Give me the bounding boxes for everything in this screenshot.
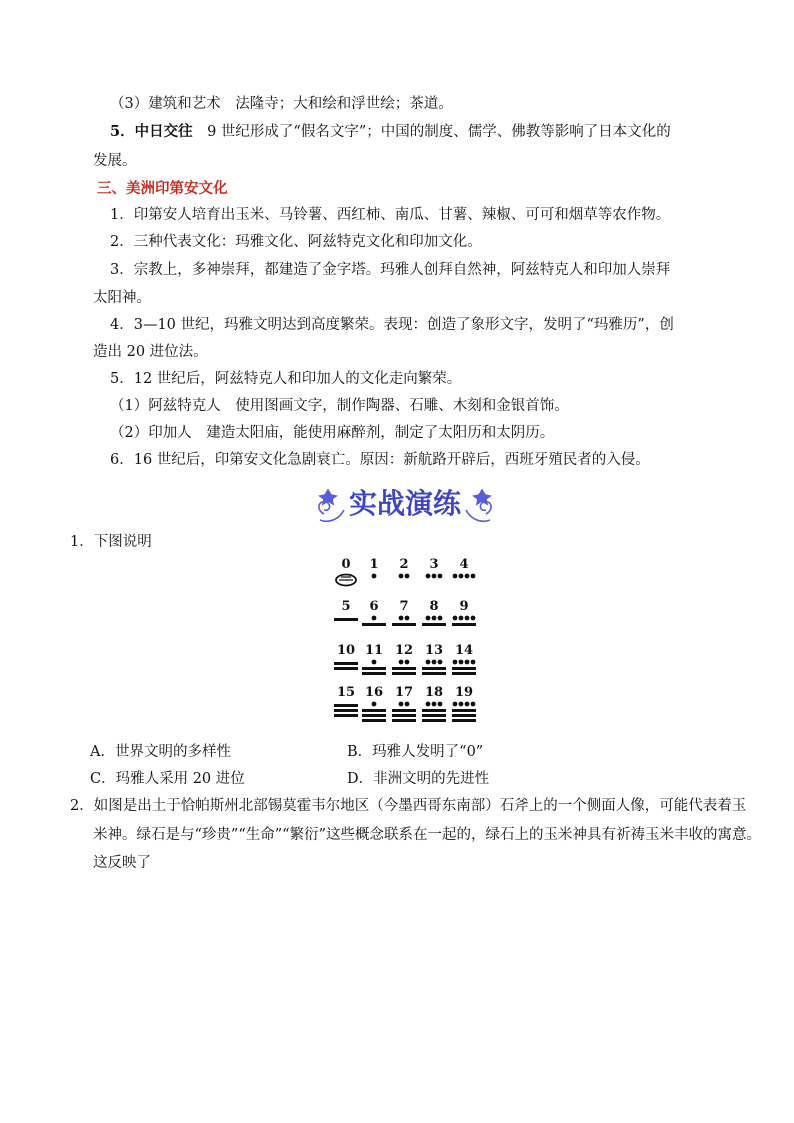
paragraph-decline: 6．16 世纪后，印第安文化急剧衰亡。原因：新航路开辟后，西班牙殖民者的入侵。 bbox=[110, 452, 650, 468]
question-1-stem: 1．下图说明 bbox=[70, 534, 152, 550]
maya-glyph bbox=[336, 575, 356, 586]
maya-glyph bbox=[362, 702, 386, 722]
maya-number-label: 10 bbox=[336, 643, 356, 658]
item-sino-japanese-exchange bbox=[110, 122, 671, 142]
maya-glyph bbox=[392, 660, 416, 675]
maya-glyph bbox=[362, 616, 386, 626]
maya-number-label: 16 bbox=[364, 685, 384, 700]
maya-number-label: 15 bbox=[336, 685, 356, 700]
maya-number-label: 5 bbox=[341, 599, 351, 614]
paragraph-aztec: （1）阿兹特克人 使用图画文字，制作陶器、石雕、木刻和金银首饰。 bbox=[110, 398, 569, 414]
question-2-line-2: 米神。绿石是与“珍贵”“生命”“繁衍”这些概念联系在一起的，绿石上的玉米神具有祈祷玉米丰收的寓意。 bbox=[93, 827, 761, 843]
maya-glyph bbox=[362, 660, 386, 675]
item-continuation: 发展。 bbox=[93, 153, 137, 169]
maya-number-label: 13 bbox=[424, 643, 444, 658]
maya-number-label: 3 bbox=[429, 557, 439, 572]
maya-number-label: 6 bbox=[369, 599, 379, 614]
question-2-line-3: 这反映了 bbox=[93, 855, 151, 871]
option-a[interactable]: A．世界文明的多样性 bbox=[90, 744, 231, 760]
maya-number-label: 4 bbox=[459, 557, 469, 572]
maya-glyph bbox=[372, 574, 377, 579]
maya-number-label: 11 bbox=[364, 643, 384, 658]
maya-glyph bbox=[422, 702, 446, 722]
option-d[interactable]: D．非洲文明的先进性 bbox=[347, 771, 490, 787]
maya-glyph bbox=[422, 616, 446, 626]
maya-glyph bbox=[452, 702, 476, 722]
maya-number-label: 2 bbox=[399, 557, 409, 572]
item-architecture-art: （3）建筑和艺术 法隆寺；大和绘和浮世绘；茶道。 bbox=[110, 96, 453, 112]
item-label: 5．中日交往 bbox=[110, 123, 193, 140]
maya-glyph bbox=[452, 660, 476, 675]
maya-number-label: 18 bbox=[424, 685, 444, 700]
paragraph-religion-cont: 太阳神。 bbox=[93, 290, 151, 306]
maya-number-label: 0 bbox=[341, 557, 351, 572]
paragraph-maya: 4．3—10 世纪，玛雅文明达到高度繁荣。表现：创造了象形文字，发明了“玛雅历”，创 bbox=[110, 317, 674, 333]
maya-glyph bbox=[452, 616, 476, 626]
maya-glyph bbox=[392, 702, 416, 722]
paragraph-three-cultures: 2．三种代表文化：玛雅文化、阿兹特克文化和印加文化。 bbox=[110, 234, 482, 250]
maya-number-label: 9 bbox=[459, 599, 469, 614]
maya-numeral-figure bbox=[326, 556, 482, 728]
section-heading: 三、美洲印第安文化 bbox=[97, 180, 228, 197]
option-b[interactable]: B．玛雅人发明了“0” bbox=[347, 744, 484, 760]
maya-glyph bbox=[334, 704, 358, 717]
item-text: 9 世纪形成了“假名文字”；中国的制度、儒学、佛教等影响了日本文化的 bbox=[192, 124, 671, 140]
question-2-line-1: 2．如图是出土于恰帕斯州北部锡莫霍韦尔地区（今墨西哥东南部）石斧上的一个侧面人像，可能代表着玉 bbox=[70, 798, 747, 814]
maya-number-label: 8 bbox=[429, 599, 439, 614]
paragraph-maya-cont: 造出 20 进位法。 bbox=[93, 344, 208, 360]
maya-number-label: 14 bbox=[454, 643, 474, 658]
maya-number-label: 1 bbox=[369, 557, 379, 572]
maya-number-label: 12 bbox=[394, 643, 414, 658]
maya-number-label: 7 bbox=[399, 599, 409, 614]
paragraph-religion: 3．宗教上，多神崇拜，都建造了金字塔。玛雅人创拜自然神，阿兹特克人和印加人崇拜 bbox=[110, 262, 671, 278]
maya-glyph bbox=[392, 616, 416, 626]
flourish-left-icon bbox=[319, 490, 344, 521]
flourish-right-icon bbox=[466, 490, 491, 521]
paragraph-aztec-inca: 5．12 世纪后，阿兹特克人和印加人的文化走向繁荣。 bbox=[110, 371, 462, 387]
maya-glyph bbox=[453, 574, 476, 579]
maya-glyph bbox=[399, 574, 410, 579]
maya-glyph bbox=[422, 660, 446, 675]
practice-banner bbox=[310, 480, 500, 524]
paragraph-crops: 1．印第安人培育出玉米、马铃薯、西红柿、南瓜、甘薯、辣椒、可可和烟草等农作物。 bbox=[110, 207, 671, 223]
maya-glyph bbox=[334, 618, 358, 621]
maya-number-label: 19 bbox=[454, 685, 474, 700]
maya-glyph bbox=[334, 662, 358, 670]
maya-glyph bbox=[426, 574, 443, 579]
paragraph-inca: （2）印加人 建造太阳庙，能使用麻醉剂，制定了太阳历和太阴历。 bbox=[110, 425, 555, 441]
option-c[interactable]: C．玛雅人采用 20 进位 bbox=[90, 771, 245, 787]
banner-title: 实战演练 bbox=[348, 487, 462, 520]
maya-number-label: 17 bbox=[394, 685, 414, 700]
